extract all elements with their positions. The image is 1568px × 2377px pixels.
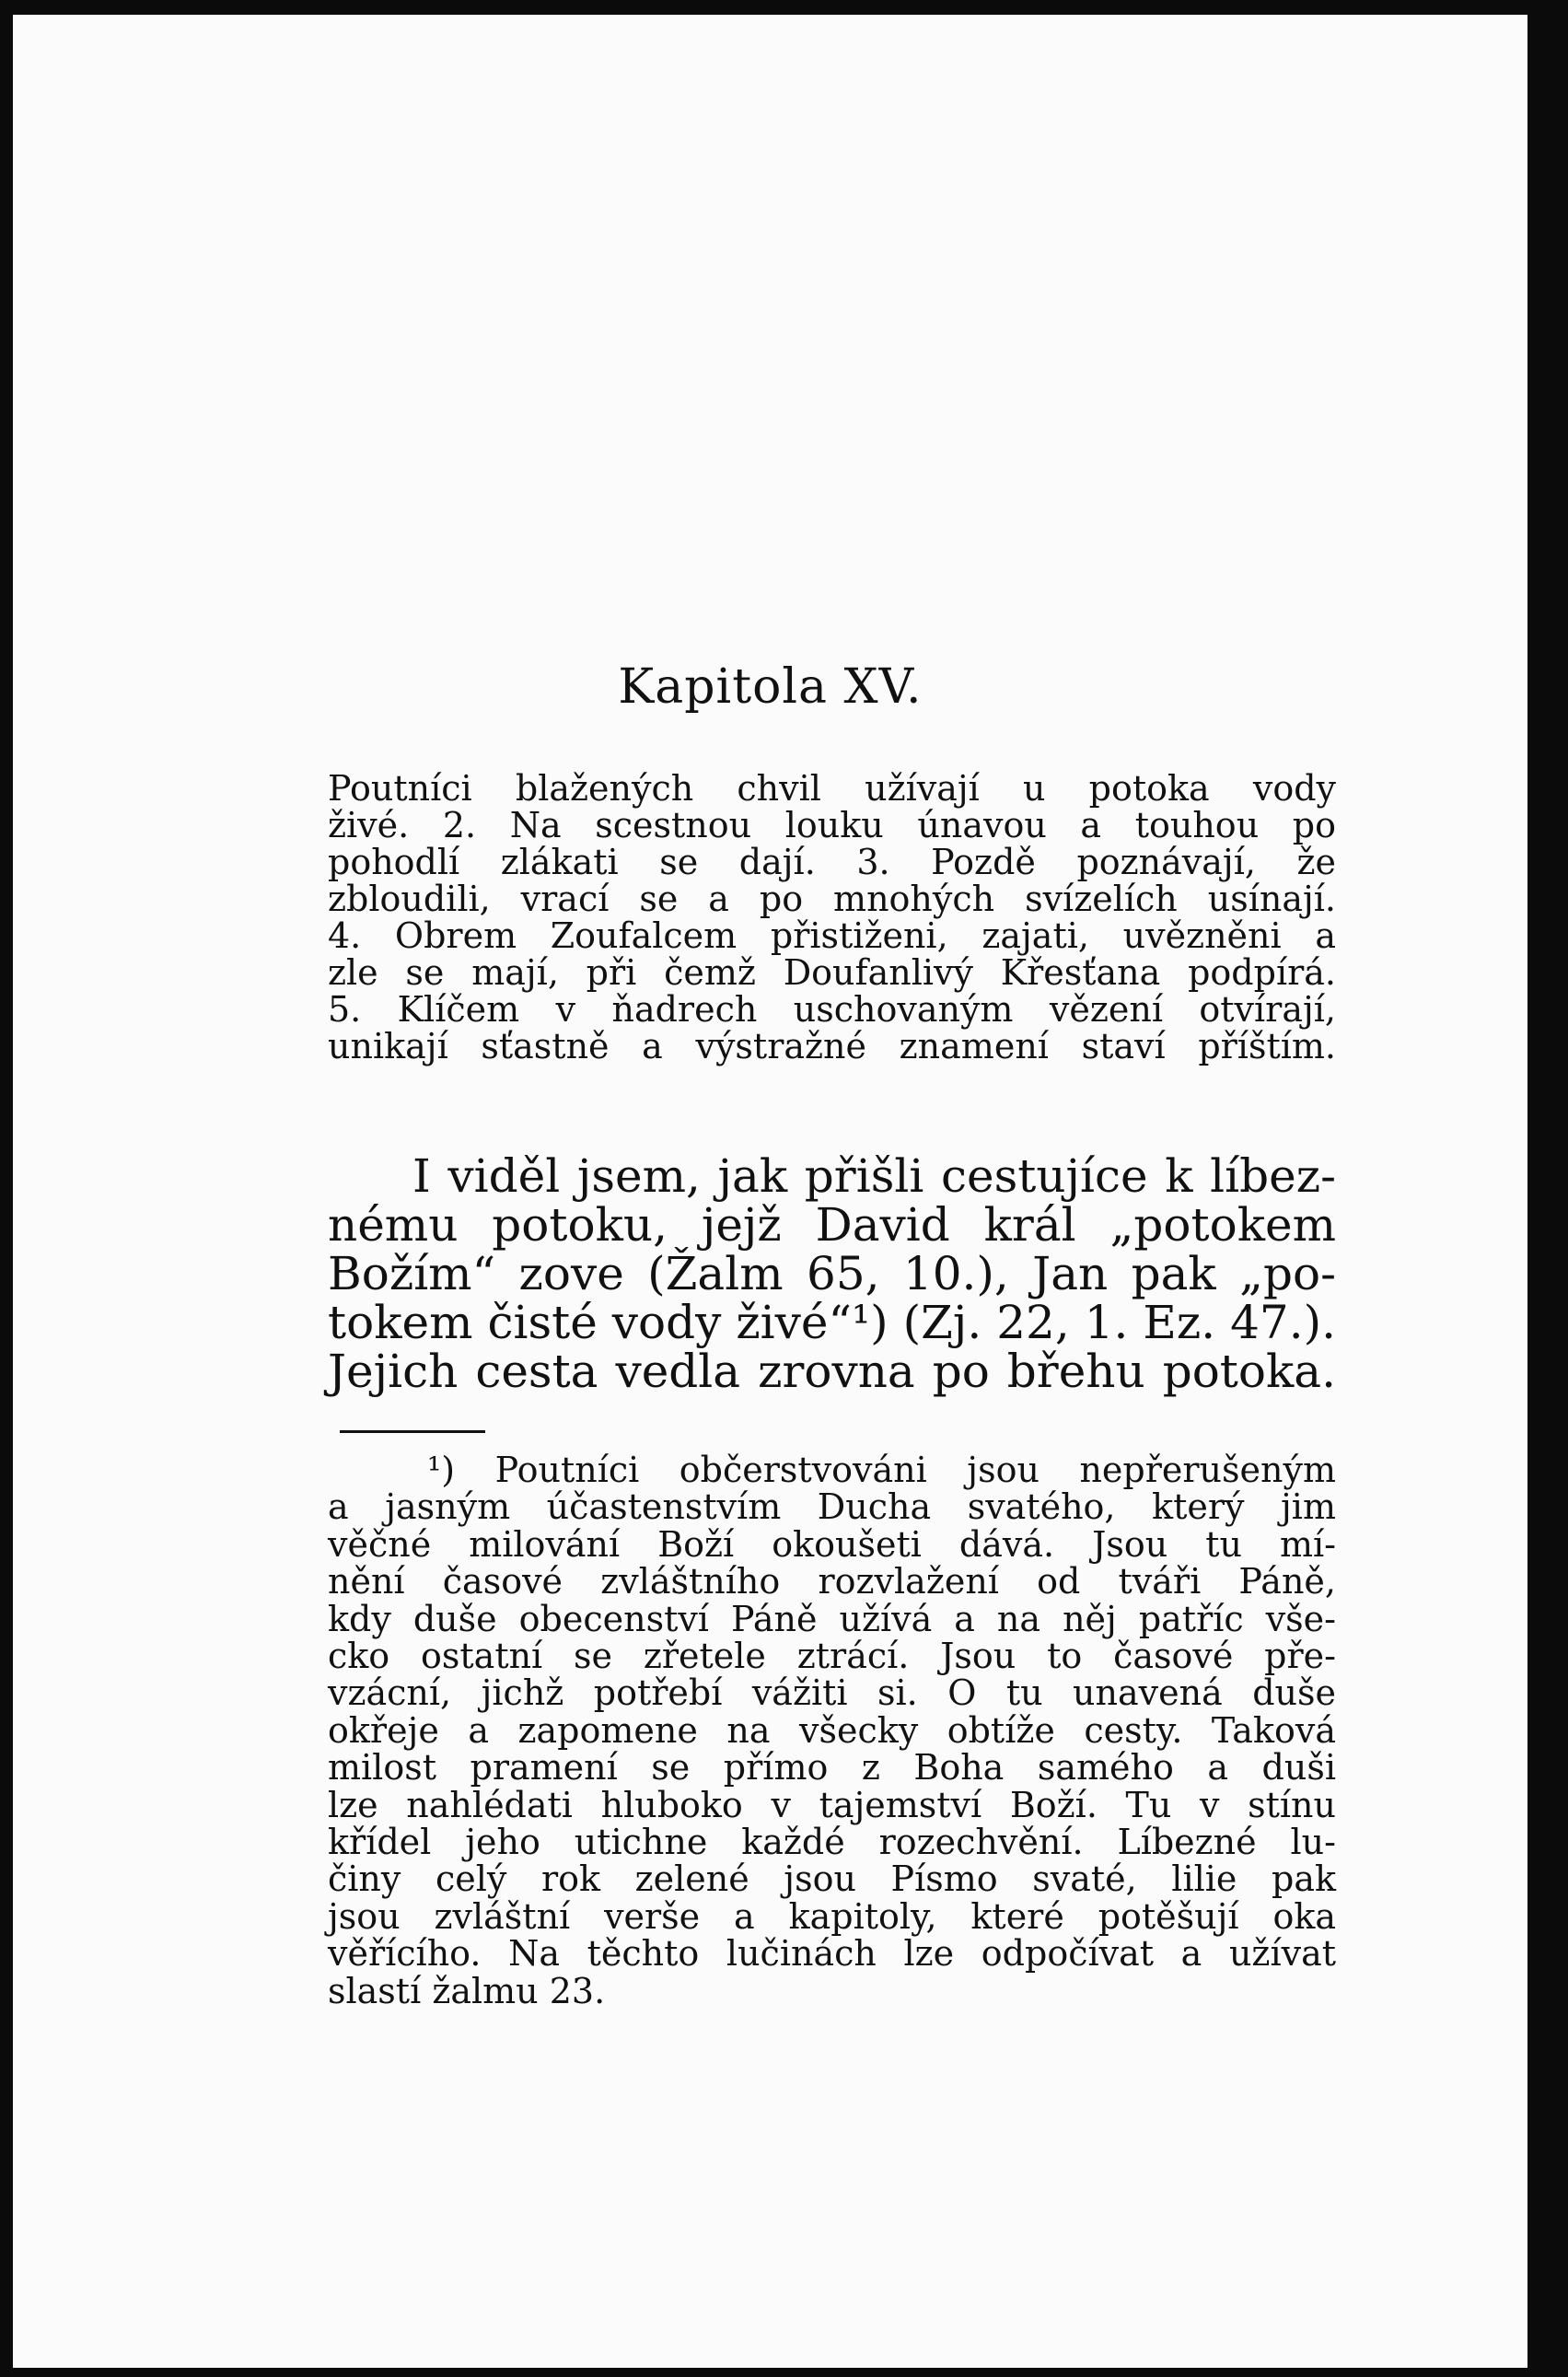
footnote-line: nění časové zvláštního rozvlažení od tváři Páně,: [328, 1561, 1336, 1602]
footnote-line: lze nahlédati hluboko v tajemství Boží. Tu v stínu: [328, 1784, 1336, 1825]
footnote-line: kdy duše obecenství Páně užívá a na něj patříc vše-: [328, 1598, 1336, 1639]
footnote-line: ¹) Poutníci občerstvováni jsou nepřerušeným: [427, 1450, 1336, 1490]
body-line: nému potoku, jejž David král „potokem: [328, 1198, 1336, 1252]
chapter-title: Kapitola XV.: [618, 659, 923, 715]
footnote-line: vzácní, jichž potřebí vážiti si. O tu unavená duše: [328, 1672, 1336, 1714]
body-paragraph: [328, 1149, 1336, 1398]
body-line: Jejich cesta vedla zrovna po břehu potoka.: [328, 1345, 1336, 1398]
footnote-line: cko ostatní se zřetele ztrácí. Jsou to časové pře-: [328, 1636, 1336, 1677]
summary-line: Poutníci blažených chvil užívají u potoka vody: [328, 768, 1336, 809]
chapter-summary: [328, 770, 1336, 1065]
footnote-line: slastí žalmu 23.: [328, 1970, 606, 2011]
footnote-line: věřícího. Na těchto lučinách lze odpočívat a užívat: [328, 1933, 1336, 1975]
footnote-line: věčné milování Boží okoušeti dává. Jsou tu mí-: [328, 1523, 1336, 1565]
footnote-line: milost pramení se přímo z Boha samého a duši: [328, 1747, 1336, 1789]
scan-edge: [1527, 516, 1555, 2377]
footnote-line: jsou zvláštní verše a kapitoly, které potěšují oka: [328, 1895, 1336, 1937]
summary-line: 5. Klíčem v ňadrech uschovaným vězení otvírají,: [328, 989, 1336, 1030]
book-page: [13, 15, 1527, 2368]
body-line: tokem čisté vody živé“¹) (Zj. 22, 1. Ez. 47.).: [328, 1296, 1336, 1349]
summary-line: 4. Obrem Zoufalcem přistiženi, zajati, uvězněni a: [328, 915, 1336, 956]
summary-line: zle se mají, při čemž Doufanlivý Křesťana podpírá.: [328, 952, 1336, 993]
footnote-line: a jasným účastenstvím Ducha svatého, který jim: [328, 1486, 1336, 1528]
summary-line: živé. 2. Na scestnou louku únavou a touhou po: [328, 805, 1336, 845]
summary-line: pohodlí zlákati se dají. 3. Pozdě poznávají, že: [328, 842, 1336, 882]
footnote-line: činy celý rok zelené jsou Písmo svaté, lilie pak: [328, 1858, 1336, 1900]
footnote-separator: [340, 1430, 485, 1433]
footnote-line: křídel jeho utichne každé rozechvění. Líbezné lu-: [328, 1822, 1336, 1863]
footnote: [328, 1451, 1336, 2010]
body-line: I viděl jsem, jak přišli cestujíce k líbez-: [412, 1149, 1336, 1203]
summary-line: zbloudili, vrací se a po mnohých svízelích usínají.: [328, 879, 1336, 919]
footnote-line: okřeje a zapomene na všecky obtíže cesty. Taková: [328, 1709, 1336, 1751]
summary-line: unikají sťastně a výstražné znamení staví příštím.: [328, 1026, 1336, 1066]
body-line: Božím“ zove (Žalm 65, 10.), Jan pak „po-: [328, 1247, 1336, 1300]
